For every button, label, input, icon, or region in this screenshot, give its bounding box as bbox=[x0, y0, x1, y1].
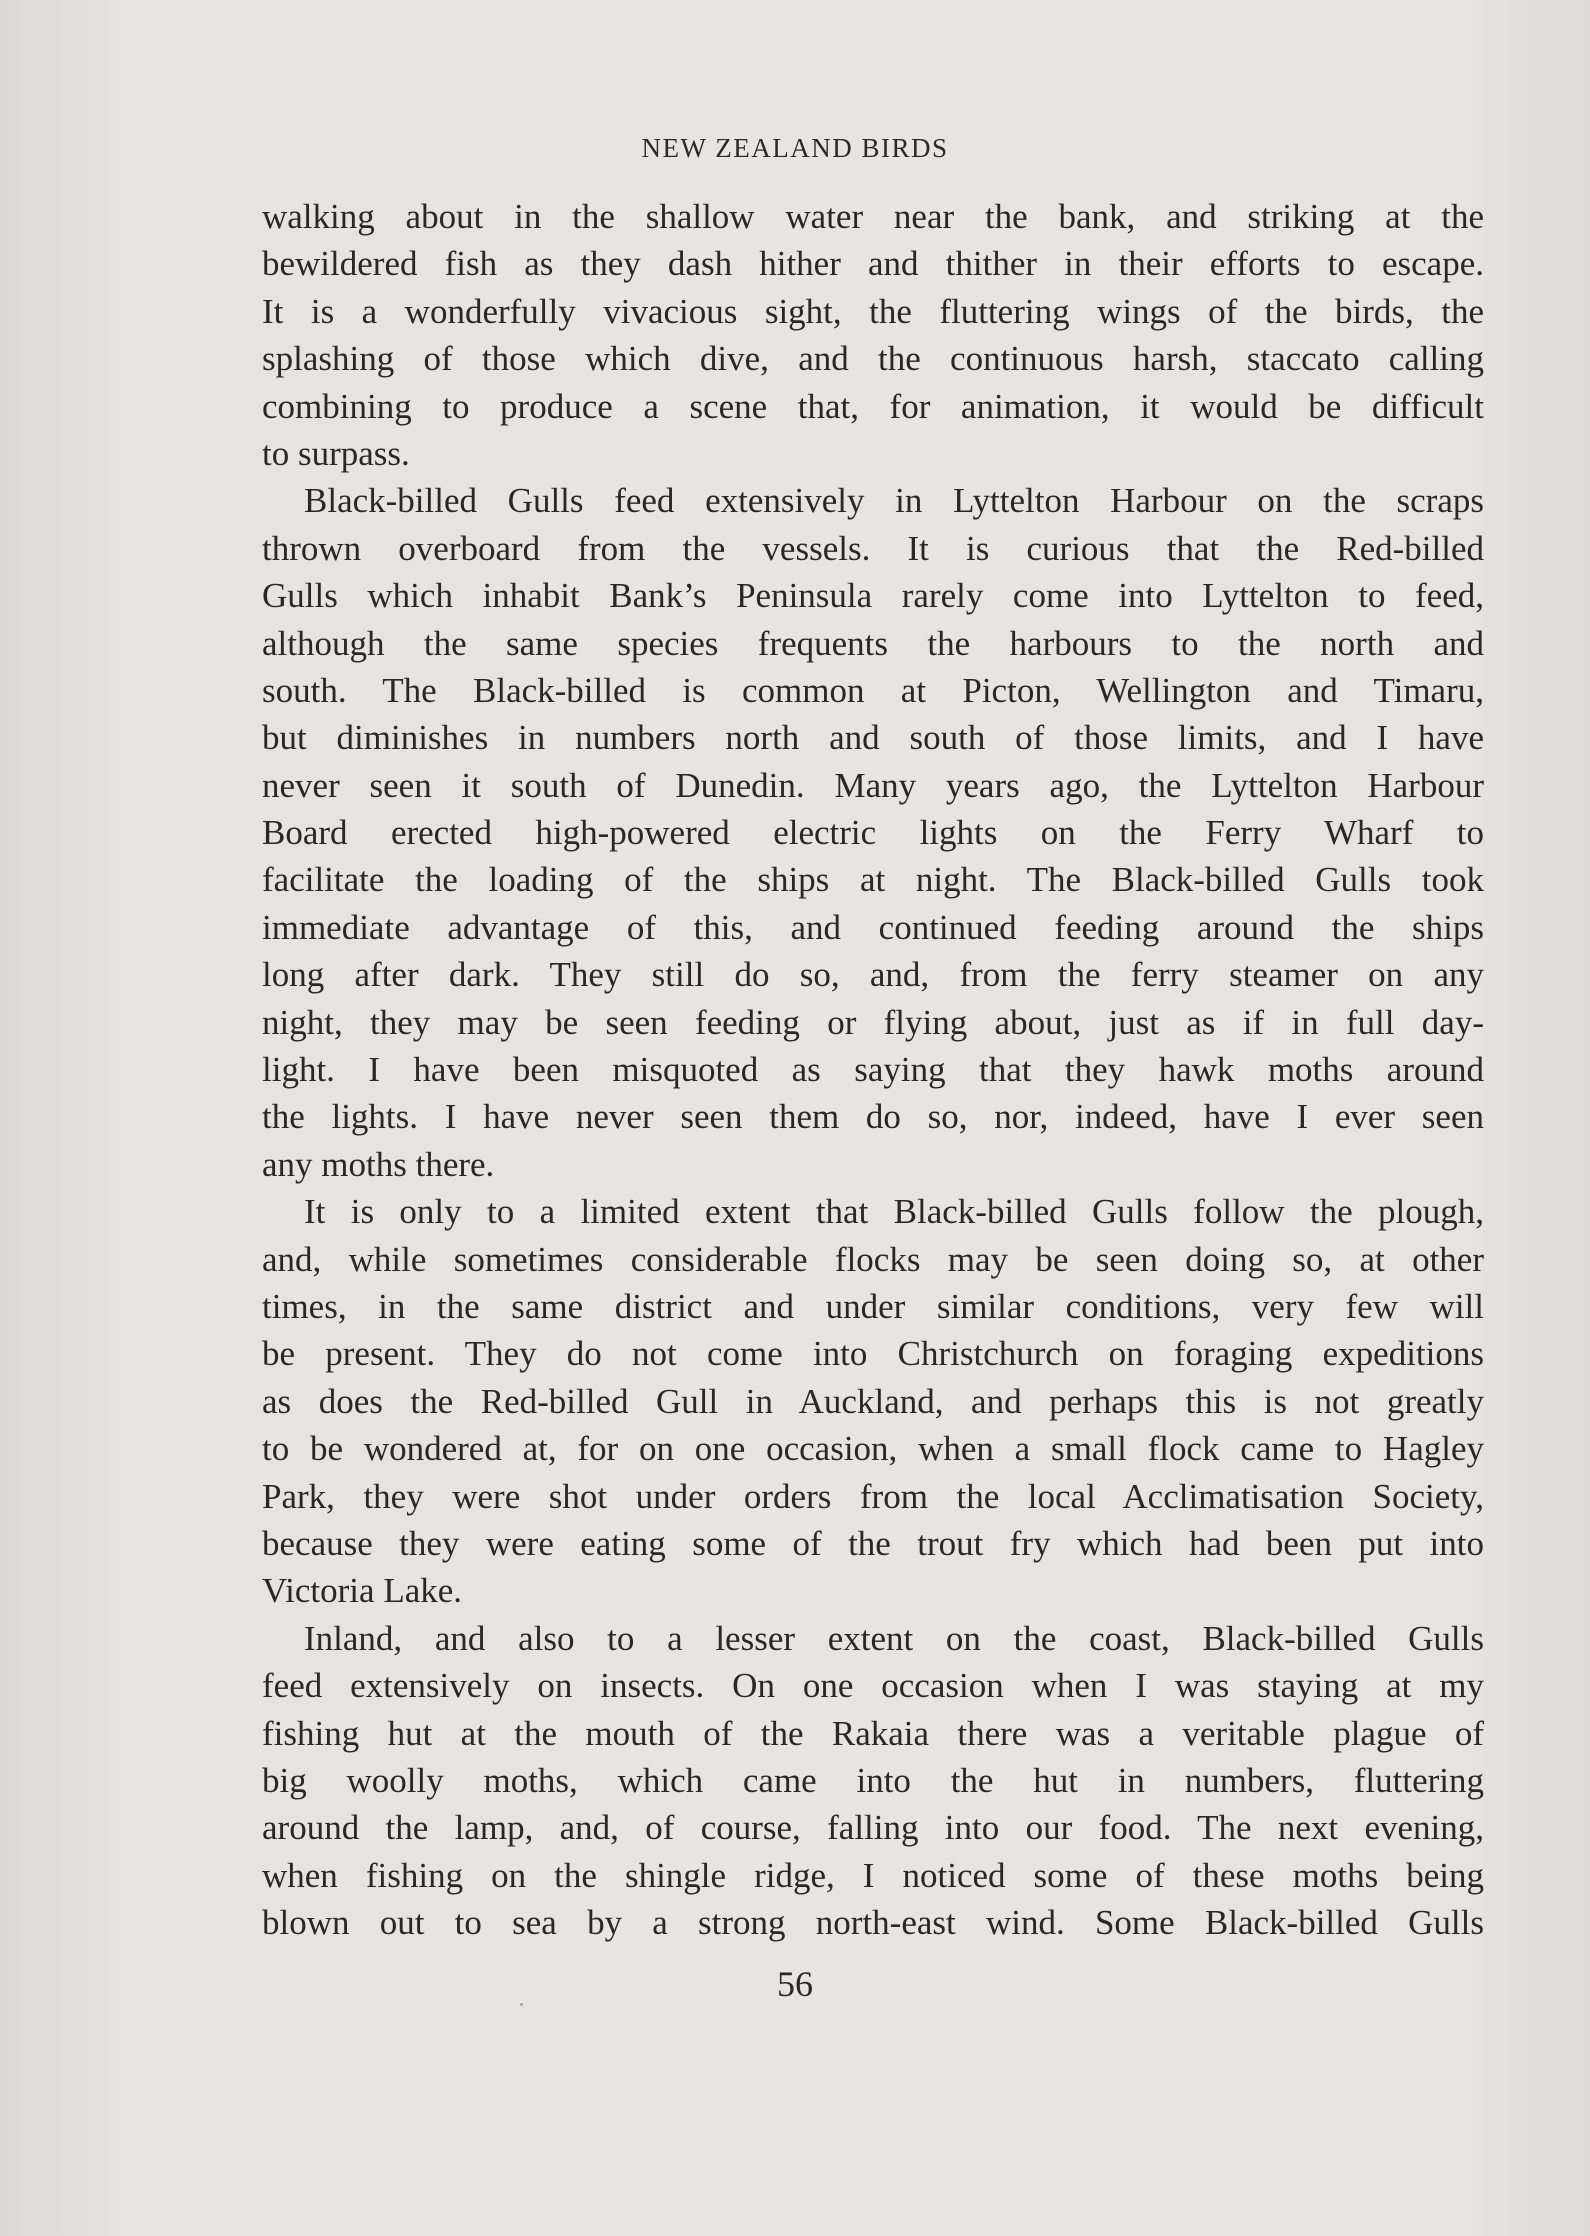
text-line: night, they may be seen feeding or flying about, just as if in full day- bbox=[262, 1002, 1484, 1042]
text-line: never seen it south of Dunedin. Many years ago, the Lyttelton Harbour bbox=[262, 765, 1484, 805]
text-line: combining to produce a scene that, for animation, it would be difficult bbox=[262, 386, 1484, 426]
text-line: facilitate the loading of the ships at night. The Black-billed Gulls took bbox=[262, 860, 1484, 900]
text-line: to be wondered at, for on one occasion, when a small flock came to Hagley bbox=[262, 1429, 1484, 1469]
text-line: because they were eating some of the trout fry which had been put into bbox=[262, 1523, 1484, 1563]
text-line: Board erected high-powered electric lights on the Ferry Wharf to bbox=[262, 813, 1484, 853]
text-line: Gulls which inhabit Bank’s Peninsula rarely come into Lyttelton to feed, bbox=[262, 576, 1484, 616]
text-line: south. The Black-billed is common at Picton, Wellington and Timaru, bbox=[262, 670, 1484, 710]
text-line: big woolly moths, which came into the hut in numbers, fluttering bbox=[262, 1760, 1484, 1800]
text-line: times, in the same district and under similar conditions, very few will bbox=[262, 1286, 1484, 1326]
paper-speck bbox=[520, 2003, 523, 2006]
text-line: be present. They do not come into Christchurch on foraging expeditions bbox=[262, 1334, 1484, 1374]
text-line: although the same species frequents the harbours to the north and bbox=[262, 623, 1484, 663]
text-line: but diminishes in numbers north and south of those limits, and I have bbox=[262, 718, 1484, 758]
text-line: immediate advantage of this, and continued feeding around the ships bbox=[262, 907, 1484, 947]
text-line: splashing of those which dive, and the continuous harsh, staccato calling bbox=[262, 339, 1484, 379]
text-line: Black-billed Gulls feed extensively in Lyttelton Harbour on the scraps bbox=[304, 481, 1484, 521]
text-line: thrown overboard from the vessels. It is curious that the Red-billed bbox=[262, 528, 1484, 568]
text-line: feed extensively on insects. On one occasion when I was staying at my bbox=[262, 1666, 1484, 1706]
text-line: to surpass. bbox=[262, 433, 410, 473]
text-line: as does the Red-billed Gull in Auckland, and perhaps this is not greatly bbox=[262, 1381, 1484, 1421]
text-line: bewildered fish as they dash hither and thither in their efforts to escape. bbox=[262, 244, 1484, 284]
text-line: the lights. I have never seen them do so, nor, indeed, have I ever seen bbox=[262, 1097, 1484, 1137]
text-line: blown out to sea by a strong north-east wind. Some Black-billed Gulls bbox=[262, 1903, 1484, 1943]
text-line: light. I have been misquoted as saying that they hawk moths around bbox=[262, 1050, 1484, 1090]
text-line: when fishing on the shingle ridge, I noticed some of these moths being bbox=[262, 1855, 1484, 1895]
text-line: walking about in the shallow water near the bank, and striking at the bbox=[262, 197, 1484, 236]
text-line: long after dark. They still do so, and, from the ferry steamer on any bbox=[262, 955, 1484, 995]
body-text bbox=[262, 193, 1484, 1946]
text-line: around the lamp, and, of course, falling into our food. The next evening, bbox=[262, 1808, 1484, 1848]
text-line: It is only to a limited extent that Black-billed Gulls follow the plough, bbox=[304, 1192, 1484, 1232]
text-line: and, while sometimes considerable flocks may be seen doing so, at other bbox=[262, 1239, 1484, 1279]
text-line: Park, they were shot under orders from the local Acclimatisation Society, bbox=[262, 1476, 1484, 1516]
page-number: 56 bbox=[777, 1964, 813, 2004]
text-line: fishing hut at the mouth of the Rakaia there was a veritable plague of bbox=[262, 1713, 1484, 1753]
text-line: Victoria Lake. bbox=[262, 1571, 463, 1611]
text-line: Inland, and also to a lesser extent on the coast, Black-billed Gulls bbox=[304, 1618, 1484, 1658]
running-head: NEW ZEALAND BIRDS bbox=[641, 133, 949, 163]
text-line: It is a wonderfully vivacious sight, the fluttering wings of the birds, the bbox=[262, 291, 1484, 331]
text-line: any moths there. bbox=[262, 1144, 495, 1184]
